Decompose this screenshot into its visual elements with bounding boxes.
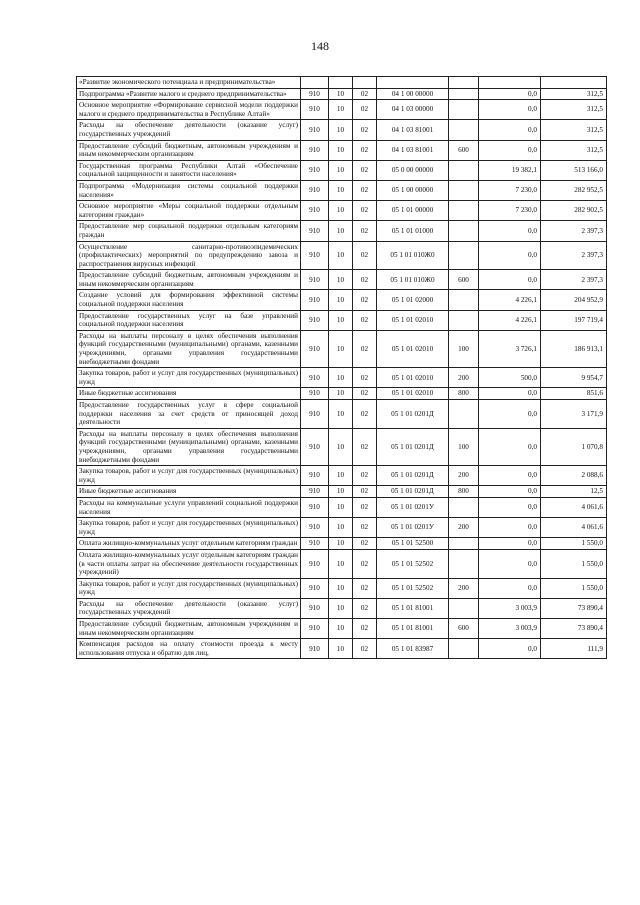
table-row <box>77 538 607 550</box>
table-row <box>77 160 607 180</box>
expense-type-code: 600 <box>449 140 479 160</box>
grbs-code: 910 <box>301 639 329 659</box>
section-code: 10 <box>329 466 353 486</box>
row-name: Закупка товаров, работ и услуг для государственных (муниципальных) нужд <box>77 466 301 486</box>
row-name: Расходы на выплаты персоналу в целях обеспечения выполнения функций государственными (муниципальными) органами, казенными учреждениями, органами управления государственными внебюджетными фондами <box>77 330 301 367</box>
section-code: 10 <box>329 400 353 429</box>
grbs-code: 910 <box>301 368 329 388</box>
target-article-code: 05 1 01 0201У <box>377 497 449 517</box>
amount-total: 4 061,6 <box>541 518 607 538</box>
section-code: 10 <box>329 270 353 290</box>
table-row <box>77 466 607 486</box>
expense-type-code <box>449 201 479 221</box>
expense-type-code <box>449 598 479 618</box>
amount-change: 0,0 <box>479 221 541 241</box>
table-row <box>77 639 607 659</box>
target-article-code: 04 1 03 81001 <box>377 140 449 160</box>
target-article-code: 05 1 01 02010 <box>377 388 449 400</box>
row-name: «Развитие экономического потенциала и предпринимательства» <box>77 77 301 89</box>
grbs-code <box>301 77 329 89</box>
amount-total: 4 061,6 <box>541 497 607 517</box>
target-article-code: 05 1 01 0201Д <box>377 466 449 486</box>
amount-total: 312,5 <box>541 88 607 100</box>
amount-total: 73 890,4 <box>541 619 607 639</box>
target-article-code: 05 1 01 010Ж0 <box>377 270 449 290</box>
row-name: Создание условий для формирования эффективной системы социальной поддержки населения <box>77 290 301 310</box>
row-name: Компенсация расходов на оплату стоимости проезда к месту использования отпуска и обратно для лиц, <box>77 639 301 659</box>
target-article-code: 05 1 01 02010 <box>377 368 449 388</box>
grbs-code: 910 <box>301 290 329 310</box>
amount-change: 0,0 <box>479 639 541 659</box>
expense-type-code <box>449 160 479 180</box>
amount-total: 1 550,0 <box>541 578 607 598</box>
row-name: Предоставление субсидий бюджетным, автономным учреждениям и иным некоммерческим организациям <box>77 270 301 290</box>
amount-total: 282 902,5 <box>541 201 607 221</box>
table-row <box>77 486 607 498</box>
expense-type-code <box>449 77 479 89</box>
amount-total: 1 070,8 <box>541 428 607 465</box>
expense-type-code: 200 <box>449 518 479 538</box>
grbs-code: 910 <box>301 497 329 517</box>
subsection-code: 02 <box>353 578 377 598</box>
table-row <box>77 180 607 200</box>
target-article-code: 05 1 01 0201Д <box>377 400 449 429</box>
section-code: 10 <box>329 330 353 367</box>
row-name: Закупка товаров, работ и услуг для государственных (муниципальных) нужд <box>77 368 301 388</box>
amount-total: 851,6 <box>541 388 607 400</box>
target-article-code: 05 1 01 81001 <box>377 598 449 618</box>
expense-type-code: 800 <box>449 388 479 400</box>
amount-total <box>541 77 607 89</box>
row-name: Предоставление государственных услуг в сфере социальной поддержки населения за счет средств от приносящей доход деятельности <box>77 400 301 429</box>
budget-table <box>76 76 607 659</box>
subsection-code: 02 <box>353 100 377 120</box>
subsection-code <box>353 77 377 89</box>
target-article-code: 05 1 00 00000 <box>377 180 449 200</box>
amount-change <box>479 77 541 89</box>
grbs-code: 910 <box>301 201 329 221</box>
grbs-code: 910 <box>301 270 329 290</box>
grbs-code: 910 <box>301 221 329 241</box>
amount-total: 312,5 <box>541 140 607 160</box>
expense-type-code: 100 <box>449 330 479 367</box>
amount-total: 312,5 <box>541 120 607 140</box>
subsection-code: 02 <box>353 201 377 221</box>
table-row <box>77 497 607 517</box>
table-row <box>77 77 607 89</box>
expense-type-code: 200 <box>449 466 479 486</box>
subsection-code: 02 <box>353 310 377 330</box>
table-row <box>77 100 607 120</box>
row-name: Основное мероприятие «Меры социальной поддержки отдельным категориям граждан» <box>77 201 301 221</box>
section-code: 10 <box>329 241 353 270</box>
expense-type-code: 600 <box>449 270 479 290</box>
amount-change: 0,0 <box>479 538 541 550</box>
target-article-code: 05 1 01 010Ж0 <box>377 241 449 270</box>
expense-type-code <box>449 400 479 429</box>
section-code: 10 <box>329 598 353 618</box>
target-article-code: 05 1 01 02010 <box>377 330 449 367</box>
table-row <box>77 549 607 578</box>
row-name: Предоставление субсидий бюджетным, автономным учреждениям и иным некоммерческим организациям <box>77 619 301 639</box>
amount-total: 1 550,0 <box>541 549 607 578</box>
grbs-code: 910 <box>301 388 329 400</box>
target-article-code: 04 1 03 00000 <box>377 100 449 120</box>
amount-total: 2 397,3 <box>541 270 607 290</box>
grbs-code: 910 <box>301 578 329 598</box>
grbs-code: 910 <box>301 598 329 618</box>
expense-type-code: 600 <box>449 619 479 639</box>
grbs-code: 910 <box>301 538 329 550</box>
amount-total: 111,9 <box>541 639 607 659</box>
section-code: 10 <box>329 180 353 200</box>
table-row <box>77 270 607 290</box>
amount-total: 513 166,0 <box>541 160 607 180</box>
grbs-code: 910 <box>301 486 329 498</box>
target-article-code: 04 1 00 00000 <box>377 88 449 100</box>
section-code: 10 <box>329 221 353 241</box>
expense-type-code <box>449 180 479 200</box>
grbs-code: 910 <box>301 330 329 367</box>
subsection-code: 02 <box>353 639 377 659</box>
amount-change: 0,0 <box>479 578 541 598</box>
amount-total: 2 397,3 <box>541 221 607 241</box>
row-name: Осуществление санитарно-противоэпидемических (профилактических) мероприятий по предупреждению завоза и распространения вирусных инфекций <box>77 241 301 270</box>
amount-change: 0,0 <box>479 120 541 140</box>
table-row <box>77 140 607 160</box>
row-name: Расходы на обеспечение деятельности (оказание услуг) государственных учреждений <box>77 120 301 140</box>
row-name: Оплата жилищно-коммунальных услуг отдельным категориям граждан <box>77 538 301 550</box>
amount-total: 1 550,0 <box>541 538 607 550</box>
target-article-code: 04 1 03 81001 <box>377 120 449 140</box>
grbs-code: 910 <box>301 466 329 486</box>
subsection-code: 02 <box>353 221 377 241</box>
page-number: 148 <box>311 39 329 53</box>
target-article-code: 05 1 01 01000 <box>377 221 449 241</box>
row-name: Подпрограмма «Развитие малого и среднего предпринимательства» <box>77 88 301 100</box>
expense-type-code: 800 <box>449 486 479 498</box>
expense-type-code <box>449 290 479 310</box>
amount-change: 3 003,9 <box>479 619 541 639</box>
table-row <box>77 368 607 388</box>
subsection-code: 02 <box>353 428 377 465</box>
target-article-code: 05 1 01 00000 <box>377 201 449 221</box>
subsection-code: 02 <box>353 466 377 486</box>
expense-type-code: 200 <box>449 368 479 388</box>
subsection-code: 02 <box>353 241 377 270</box>
amount-change: 0,0 <box>479 400 541 429</box>
table-row <box>77 518 607 538</box>
section-code: 10 <box>329 538 353 550</box>
amount-change: 0,0 <box>479 518 541 538</box>
expense-type-code <box>449 639 479 659</box>
expense-type-code <box>449 100 479 120</box>
section-code: 10 <box>329 428 353 465</box>
expense-type-code <box>449 88 479 100</box>
section-code: 10 <box>329 388 353 400</box>
section-code: 10 <box>329 578 353 598</box>
grbs-code: 910 <box>301 518 329 538</box>
subsection-code: 02 <box>353 486 377 498</box>
amount-change: 7 230,0 <box>479 180 541 200</box>
section-code: 10 <box>329 486 353 498</box>
grbs-code: 910 <box>301 549 329 578</box>
table-row <box>77 400 607 429</box>
amount-total: 312,5 <box>541 100 607 120</box>
section-code: 10 <box>329 140 353 160</box>
table-row <box>77 120 607 140</box>
section-code: 10 <box>329 100 353 120</box>
row-name: Закупка товаров, работ и услуг для государственных (муниципальных) нужд <box>77 578 301 598</box>
subsection-code: 02 <box>353 88 377 100</box>
expense-type-code <box>449 241 479 270</box>
row-name: Предоставление государственных услуг на базе управлений социальной поддержки населения <box>77 310 301 330</box>
table-row <box>77 598 607 618</box>
grbs-code: 910 <box>301 428 329 465</box>
grbs-code: 910 <box>301 400 329 429</box>
row-name: Оплата жилищно-коммунальных услуг отдельным категориям граждан (в части оплаты затрат на обеспечение деятельности государственных учреждений) <box>77 549 301 578</box>
amount-change: 4 226,1 <box>479 290 541 310</box>
subsection-code: 02 <box>353 290 377 310</box>
subsection-code: 02 <box>353 160 377 180</box>
amount-change: 0,0 <box>479 428 541 465</box>
table-row <box>77 388 607 400</box>
section-code: 10 <box>329 518 353 538</box>
grbs-code: 910 <box>301 160 329 180</box>
amount-total: 2 088,6 <box>541 466 607 486</box>
amount-change: 0,0 <box>479 88 541 100</box>
subsection-code: 02 <box>353 330 377 367</box>
subsection-code: 02 <box>353 518 377 538</box>
row-name: Расходы на выплаты персоналу в целях обеспечения выполнения функций государственными (муниципальными) органами, казенными учреждениями, органами управления государственными внебюджетными фондами <box>77 428 301 465</box>
expense-type-code: 100 <box>449 428 479 465</box>
expense-type-code <box>449 549 479 578</box>
table-row <box>77 578 607 598</box>
grbs-code: 910 <box>301 241 329 270</box>
target-article-code: 05 1 01 83987 <box>377 639 449 659</box>
section-code: 10 <box>329 619 353 639</box>
grbs-code: 910 <box>301 88 329 100</box>
subsection-code: 02 <box>353 497 377 517</box>
table-row <box>77 330 607 367</box>
amount-change: 0,0 <box>479 466 541 486</box>
target-article-code: 05 1 01 0201Д <box>377 428 449 465</box>
row-name: Расходы на обеспечение деятельности (оказание услуг) государственных учреждений <box>77 598 301 618</box>
expense-type-code <box>449 310 479 330</box>
grbs-code: 910 <box>301 120 329 140</box>
target-article-code: 05 1 01 02010 <box>377 310 449 330</box>
section-code: 10 <box>329 639 353 659</box>
expense-type-code <box>449 221 479 241</box>
amount-change: 4 226,1 <box>479 310 541 330</box>
amount-change: 3 726,1 <box>479 330 541 367</box>
amount-total: 9 954,7 <box>541 368 607 388</box>
subsection-code: 02 <box>353 619 377 639</box>
target-article-code: 05 1 01 52500 <box>377 538 449 550</box>
amount-change: 0,0 <box>479 270 541 290</box>
expense-type-code <box>449 538 479 550</box>
target-article-code: 05 1 01 0201У <box>377 518 449 538</box>
amount-total: 186 913,1 <box>541 330 607 367</box>
target-article-code: 05 1 01 52502 <box>377 549 449 578</box>
table-row <box>77 619 607 639</box>
section-code: 10 <box>329 497 353 517</box>
amount-total: 73 890,4 <box>541 598 607 618</box>
amount-total: 3 171,9 <box>541 400 607 429</box>
amount-change: 0,0 <box>479 486 541 498</box>
table-row <box>77 428 607 465</box>
row-name: Расходы на коммунальные услуги управлений социальной поддержки населения <box>77 497 301 517</box>
table-row <box>77 88 607 100</box>
section-code: 10 <box>329 549 353 578</box>
subsection-code: 02 <box>353 368 377 388</box>
grbs-code: 910 <box>301 100 329 120</box>
grbs-code: 910 <box>301 180 329 200</box>
expense-type-code <box>449 120 479 140</box>
subsection-code: 02 <box>353 400 377 429</box>
target-article-code: 05 1 01 0201Д <box>377 486 449 498</box>
amount-total: 282 952,5 <box>541 180 607 200</box>
subsection-code: 02 <box>353 388 377 400</box>
subsection-code: 02 <box>353 140 377 160</box>
subsection-code: 02 <box>353 120 377 140</box>
section-code: 10 <box>329 160 353 180</box>
amount-change: 0,0 <box>479 497 541 517</box>
row-name: Иные бюджетные ассигнования <box>77 486 301 498</box>
target-article-code <box>377 77 449 89</box>
grbs-code: 910 <box>301 619 329 639</box>
table-row <box>77 310 607 330</box>
row-name: Предоставление мер социальной поддержки отдельным категориям граждан <box>77 221 301 241</box>
amount-total: 2 397,3 <box>541 241 607 270</box>
table-row <box>77 201 607 221</box>
amount-change: 0,0 <box>479 388 541 400</box>
section-code: 10 <box>329 88 353 100</box>
table-row <box>77 241 607 270</box>
target-article-code: 05 1 01 52502 <box>377 578 449 598</box>
row-name: Закупка товаров, работ и услуг для государственных (муниципальных) нужд <box>77 518 301 538</box>
subsection-code: 02 <box>353 549 377 578</box>
grbs-code: 910 <box>301 310 329 330</box>
row-name: Государственная программа Республики Алтай «Обеспечение социальной защищенности и занятости населения» <box>77 160 301 180</box>
subsection-code: 02 <box>353 538 377 550</box>
section-code: 10 <box>329 368 353 388</box>
subsection-code: 02 <box>353 180 377 200</box>
amount-total: 204 952,9 <box>541 290 607 310</box>
expense-type-code <box>449 497 479 517</box>
table-row <box>77 221 607 241</box>
row-name: Основное мероприятие «Формирование сервисной модели поддержки малого и среднего предпринимательства в Республике Алтай» <box>77 100 301 120</box>
section-code: 10 <box>329 310 353 330</box>
row-name: Предоставление субсидий бюджетным, автономным учреждениям и иным некоммерческим организациям <box>77 140 301 160</box>
amount-change: 0,0 <box>479 140 541 160</box>
grbs-code: 910 <box>301 140 329 160</box>
section-code <box>329 77 353 89</box>
amount-change: 0,0 <box>479 241 541 270</box>
target-article-code: 05 1 01 02000 <box>377 290 449 310</box>
amount-change: 0,0 <box>479 549 541 578</box>
amount-change: 3 003,9 <box>479 598 541 618</box>
amount-change: 7 230,0 <box>479 201 541 221</box>
amount-change: 0,0 <box>479 100 541 120</box>
amount-total: 12,5 <box>541 486 607 498</box>
section-code: 10 <box>329 201 353 221</box>
section-code: 10 <box>329 120 353 140</box>
subsection-code: 02 <box>353 598 377 618</box>
amount-change: 19 382,1 <box>479 160 541 180</box>
row-name: Иные бюджетные ассигнования <box>77 388 301 400</box>
target-article-code: 05 1 01 81001 <box>377 619 449 639</box>
table-row <box>77 290 607 310</box>
section-code: 10 <box>329 290 353 310</box>
expense-type-code: 200 <box>449 578 479 598</box>
row-name: Подпрограмма «Модернизация системы социальной поддержки населения» <box>77 180 301 200</box>
subsection-code: 02 <box>353 270 377 290</box>
target-article-code: 05 0 00 00000 <box>377 160 449 180</box>
amount-total: 197 719,4 <box>541 310 607 330</box>
amount-change: 500,0 <box>479 368 541 388</box>
